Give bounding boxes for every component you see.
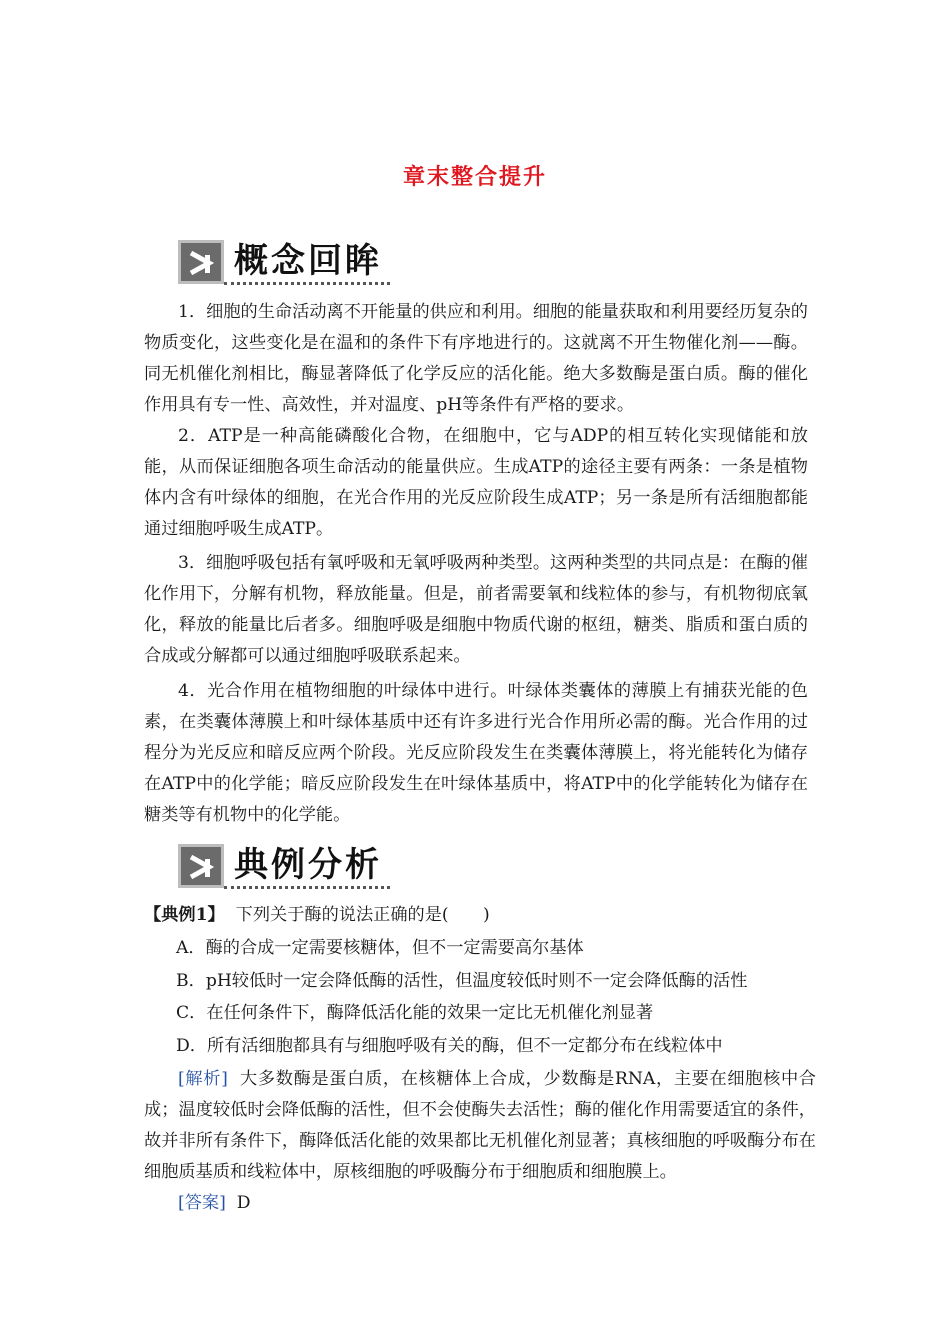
arrow-icon [178,240,224,284]
analysis-label: [解析] [178,1069,228,1089]
section-title-example: 典例分析 [234,845,382,885]
concept-paragraph-4: 4．光合作用在植物细胞的叶绿体中进行。叶绿体类囊体的薄膜上有捕获光能的色素，在类囊体薄膜上和叶绿体基质中还有许多进行光合作用所必需的酶。光合作用的过程分为光反应和暗反应两个阶段。光反应阶段发生在类囊体薄膜上，将光能转化为储存在ATP中的化学能；暗反应阶段发生在叶绿体基质中，将ATP中的化学能转化为储存在糖类等有机物中的化学能。 [144,681,808,825]
option-c: C．在任何条件下，酶降低活化能的效果一定比无机催化剂显著 [176,1003,654,1023]
analysis-block [144,1064,816,1188]
answer-block [144,1188,808,1219]
example-label: 【典例1】 [144,905,225,925]
option-b: B．pH较低时一定会降低酶的活性，但温度较低时则不一定会降低酶的活性 [176,971,748,991]
option-d: D．所有活细胞都具有与细胞呼吸有关的酶，但不一定都分布在线粒体中 [176,1036,723,1056]
example-question [144,900,824,931]
option-a: A．酶的合成一定需要核糖体，但不一定需要高尔基体 [176,938,584,958]
analysis-text: 大多数酶是蛋白质，在核糖体上合成，少数酶是RNA，主要在细胞核中合成；温度较低时会降低酶的活性，但不会使酶失去活性；酶的催化作用需要适宜的条件，故并非所有条件下，酶降低活化能的效果都比无机催化剂显著；真核细胞的呼吸酶分布在细胞质基质和线粒体中，原核细胞的呼吸酶分布于细胞质和细胞膜上。 [144,1069,816,1182]
arrow-icon [178,844,224,888]
answer-label: [答案] [178,1193,226,1213]
section-title-concept: 概念回眸 [234,241,382,281]
concept-paragraph-2: 2．ATP是一种高能磷酸化合物，在细胞中，它与ADP的相互转化实现储能和放能，从而保证细胞各项生命活动的能量供应。生成ATP的途径主要有两条：一条是植物体内含有叶绿体的细胞，在光合作用的光反应阶段生成ATP；另一条是所有活细胞都能通过细胞呼吸生成ATP。 [144,426,808,539]
concept-paragraph-3: 3．细胞呼吸包括有氧呼吸和无氧呼吸两种类型。这两种类型的共同点是：在酶的催化作用下，分解有机物，释放能量。但是，前者需要氧和线粒体的参与，有机物彻底氧化，释放的能量比后者多。细胞呼吸是细胞中物质代谢的枢纽，糖类、脂质和蛋白质的合成或分解都可以通过细胞呼吸联系起来。 [144,553,808,666]
section-header-example [178,842,392,892]
section-header-concept [178,238,392,288]
concept-paragraph-1: 1．细胞的生命活动离不开能量的供应和利用。细胞的能量获取和利用要经历复杂的物质变化，这些变化是在温和的条件下有序地进行的。这就离不开生物催化剂——酶。同无机催化剂相比，酶显著降低了化学反应的活化能。绝大多数酶是蛋白质。酶的催化作用具有专一性、高效性，并对温度、pH等条件有严格的要求。 [144,302,808,415]
section-underline [224,886,390,889]
example-question-text: 下列关于酶的说法正确的是( ) [235,905,490,925]
section-underline [224,282,390,285]
answer-text: D [236,1193,251,1213]
page-title: 章末整合提升 [402,165,547,190]
